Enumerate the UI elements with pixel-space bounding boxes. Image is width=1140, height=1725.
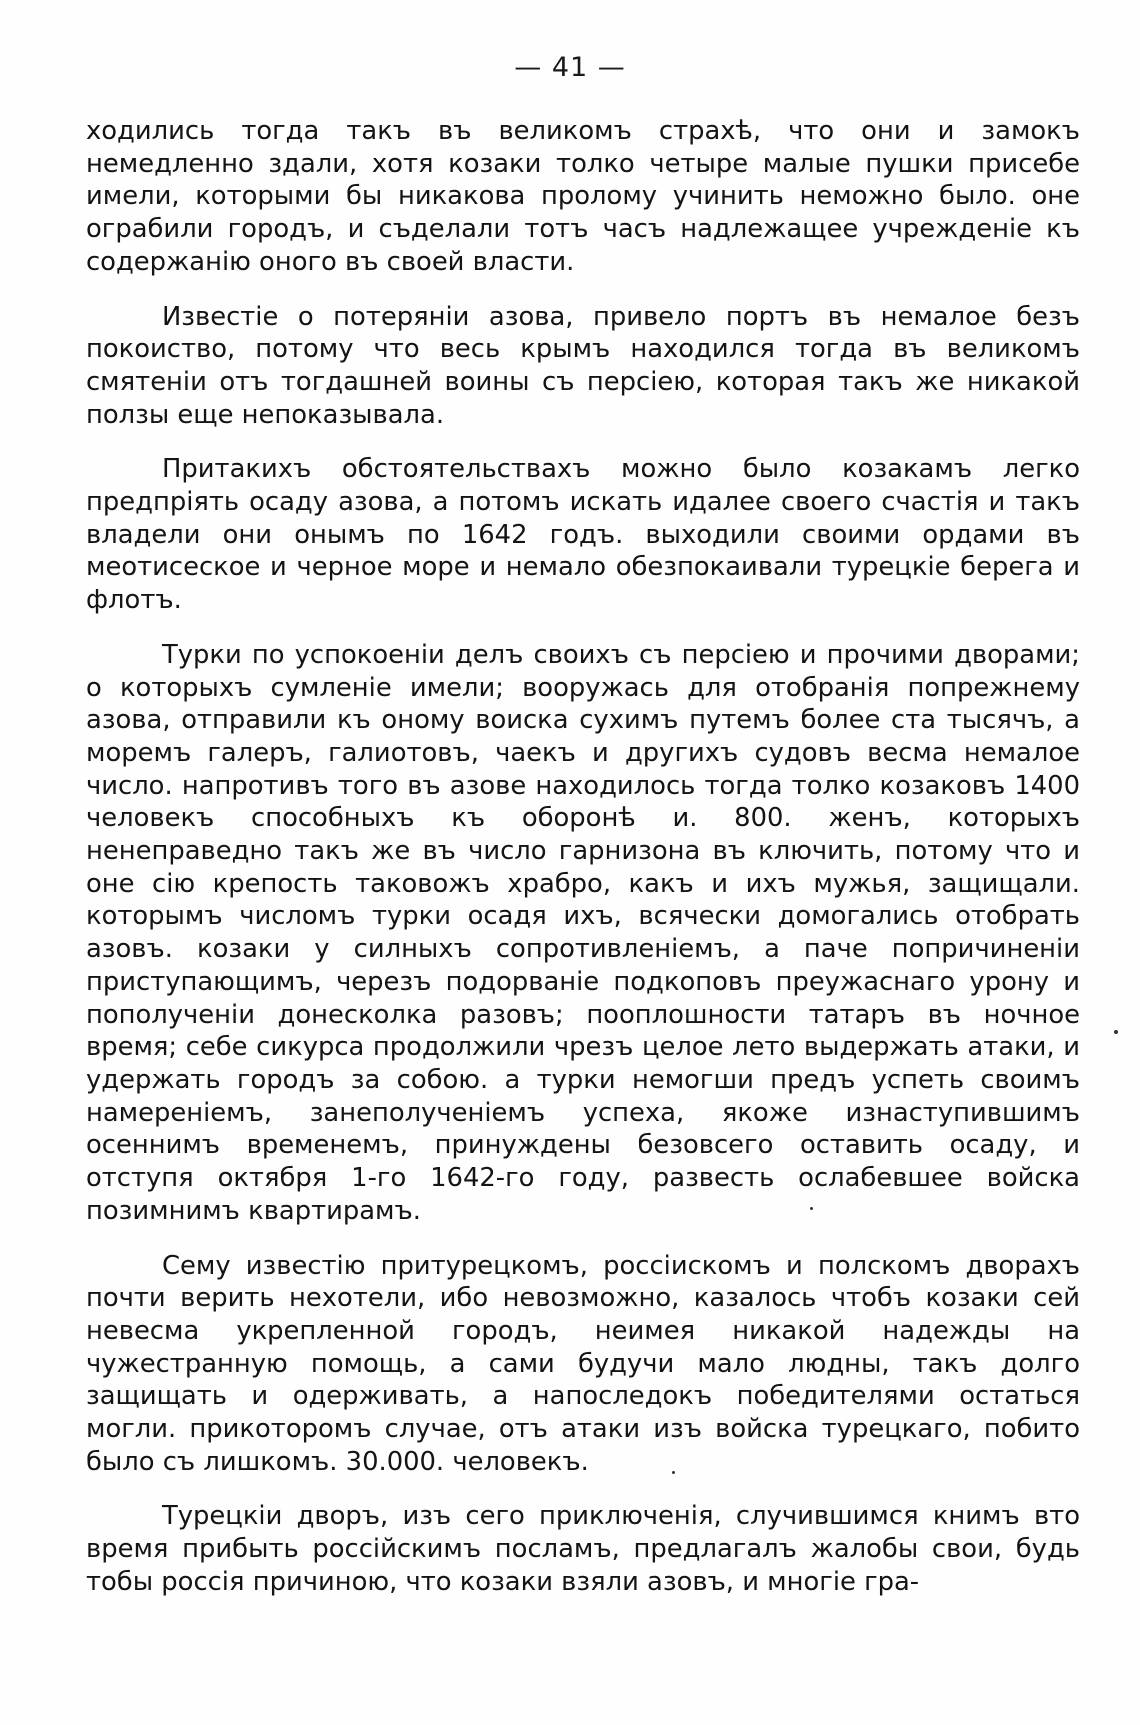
paragraph-2: Известіе о потеряніи азова, привело портъ въ немалое безъ покоиство, потому что весь крымъ находился тогда въ великомъ смятеніи отъ тогдашней воины съ персіею, которая такъ же никакой ползы еще непоказывала. [86,301,1080,430]
paragraph-4: Турки по успокоеніи делъ своихъ съ персіею и прочими дворами; о которыхъ сумленіе имели; вооружась для отобранія попрежнему азова, отправили къ оному воиска сухимъ путемъ более ста тысячъ, а моремъ галеръ, галиотовъ, чаекъ и другихъ судовъ весма немалое число. напротивъ того въ азове находилось тогда толко козаковъ 1400 человекъ способныхъ къ оборонѣ и. 800. женъ, которыхъ ненеправедно такъ же въ число гарнизона въ ключить, потому что и оне сію крепость таковожъ храбро, какъ и ихъ мужья, защищали. которымъ числомъ турки осадя ихъ, всячески домогались отобрать азовъ. козаки у силныхъ сопротивленіемъ, а паче попричиненіи приступающимъ, черезъ подорваніе подкоповъ преужаснаго урону и пополученіи донесколка разовъ; пооплошности татаръ въ ночное время; себе сикурса продолжили чрезъ целое лето выдержать атаки, и удержать городъ за собою. а турки немогши предъ успеть своимъ намереніемъ, занеполученіемъ успеха, якоже изнаступившимъ осеннимъ временемъ, принуждены безовсего оставить осаду, и отступя октября 1-го 1642-го году, развесть ослабевшее войска позимнимъ квартирамъ. [86,639,1080,1226]
ink-speck [810,1207,813,1210]
paragraph-6: Турецкіи дворъ, изъ сего приключенія, случившимся книмъ вто время прибыть россійскимъ посламъ, предлагалъ жалобы свои, будь тобы россія причиною, что козаки взяли азовъ, и многіе гра- [86,1501,1080,1597]
paragraph-5: Сему известію притурецкомъ, россіискомъ и полскомъ дворахъ почти верить нехотели, ибо невозможно, казалось чтобъ козаки сей невесма укрепленной городъ, неимея никакой надежды на чужестранную помощь, а сами будучи мало людны, такъ долго защищать и одерживать, а напоследокъ победителями остаться могли. прикоторомъ случае, отъ атаки изъ войска турецкаго, побито было съ лишкомъ. 30.000. человекъ. [86,1250,1080,1477]
body-text [86,115,1080,1599]
paragraph-1: ходились тогда такъ въ великомъ страхѣ, что они и замокъ немедленно здали, хотя козаки толко четыре малые пушки присебе имели, которыми бы никакова пролому учинить неможно было. оне ограбили городъ, и съделали тотъ часъ надлежащее учрежденіе къ содержанію оного въ своей власти. [86,116,1080,277]
ink-speck [1114,1030,1118,1034]
ink-speck [672,1471,675,1474]
page-number: — 41 — [514,52,626,83]
paragraph-3: Притакихъ обстоятельствахъ можно было козакамъ легко предпріять осаду азова, а потомъ искать идалее своего счастія и такъ владели они онымъ по 1642 годъ. выходили своими ордами въ меотисеское и черное море и немало обезпокаивали турецкіе берега и флотъ. [86,454,1080,616]
